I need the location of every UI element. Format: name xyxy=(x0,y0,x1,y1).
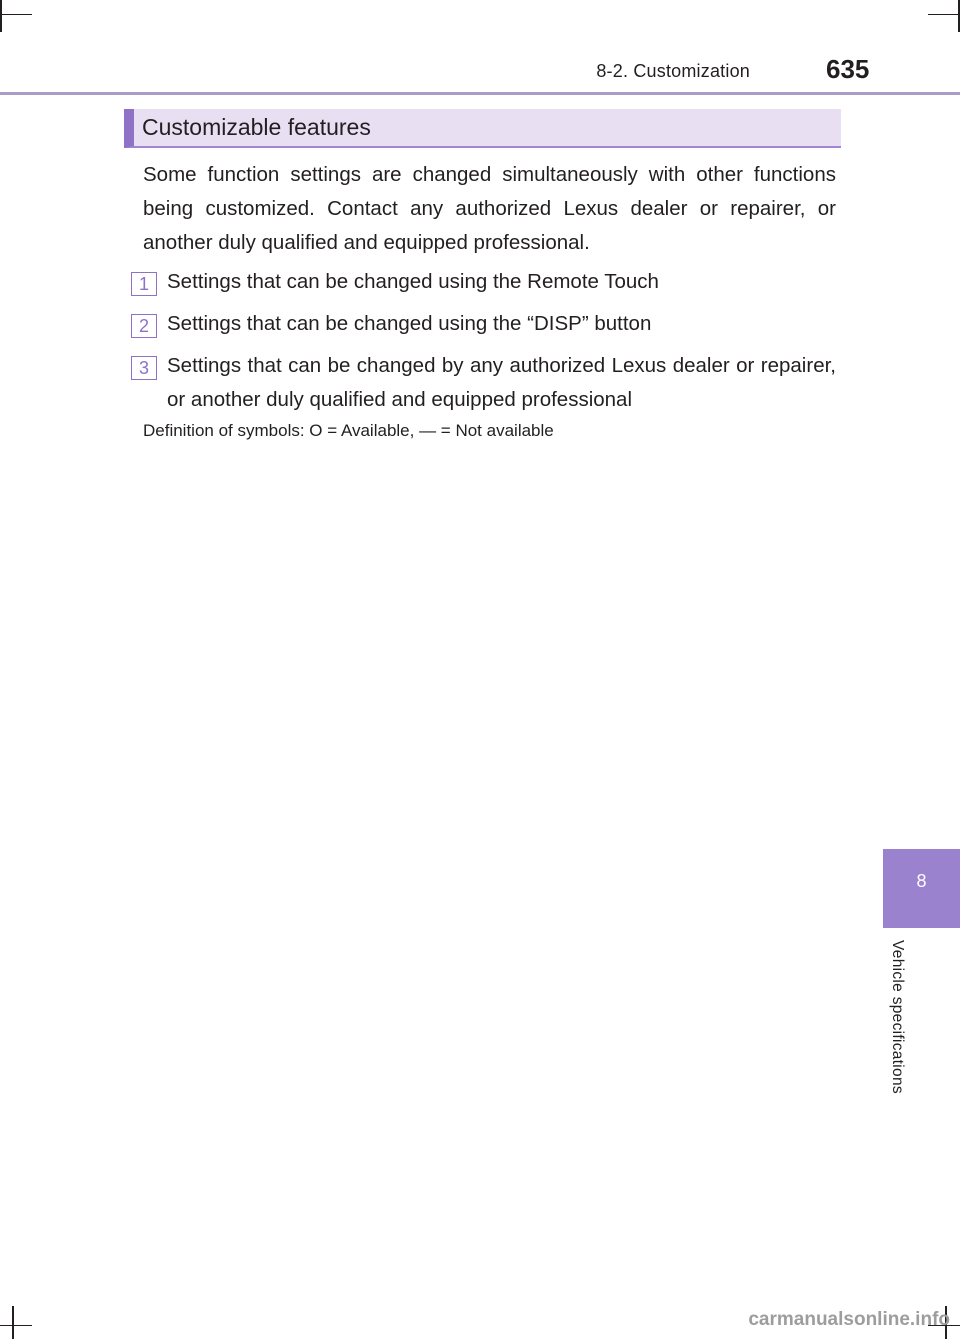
header-divider xyxy=(0,92,960,95)
section-title: 8-2. Customization xyxy=(596,61,750,81)
item-number-badge: 3 xyxy=(131,356,157,380)
item-number-badge: 2 xyxy=(131,314,157,338)
chapter-number: 8 xyxy=(916,871,927,891)
section-heading: Customizable features xyxy=(142,114,371,140)
crop-mark-top-left-v xyxy=(0,0,2,32)
crop-mark-bottom-left-v xyxy=(12,1306,14,1339)
crop-mark-top-right-h xyxy=(928,14,960,15)
crop-mark-bottom-left-h xyxy=(0,1325,32,1326)
chapter-label: Vehicle specifications xyxy=(889,940,906,1094)
item-text: Settings that can be changed by any authorized Lexus dealer or repairer, or another duly qualified and equipped professional xyxy=(167,354,836,411)
item-text: Settings that can be changed using the Remote Touch xyxy=(167,270,659,293)
crop-mark-top-left-h xyxy=(0,14,32,15)
item-number-badge: 1 xyxy=(131,272,157,296)
symbol-definition: Definition of symbols: O = Available, — = Not available xyxy=(143,421,554,440)
intro-paragraph: Some function settings are changed simultaneously with other functions being customized. Contact any authorized Lexus dealer or repairer, or another duly qualified and equipped professional. xyxy=(143,163,836,254)
page-number: 635 xyxy=(826,54,870,84)
watermark: carmanualsonline.info xyxy=(748,1309,950,1330)
item-text: Settings that can be changed using the “DISP” button xyxy=(167,312,652,335)
section-heading-band xyxy=(124,109,841,148)
chapter-tab xyxy=(883,849,960,928)
